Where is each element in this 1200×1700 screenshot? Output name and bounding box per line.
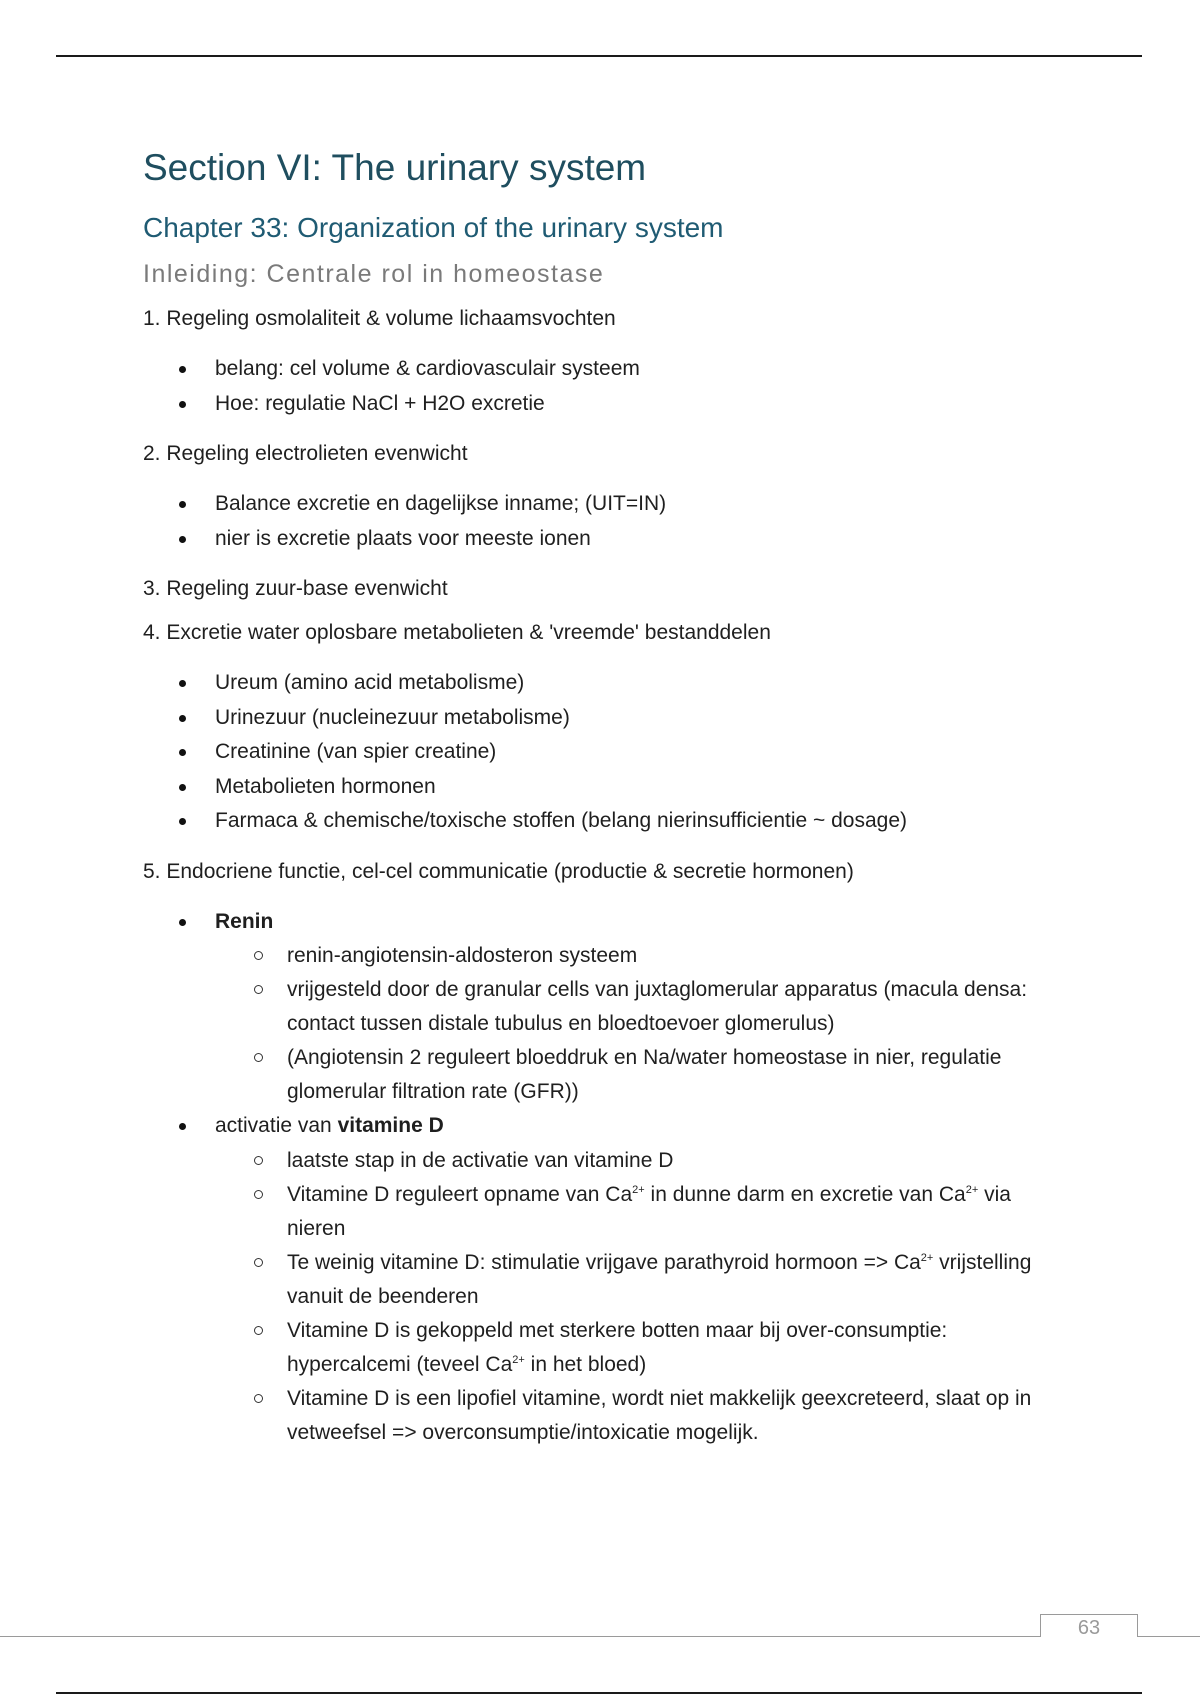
renin-label: Renin bbox=[215, 909, 274, 933]
renin-item bbox=[215, 905, 1063, 1110]
list-item: belang: cel volume & cardiovasculair systeem bbox=[215, 352, 1063, 387]
ion-charge: 2+ bbox=[965, 1183, 979, 1196]
renin-sublist bbox=[215, 939, 1063, 1109]
header-rule bbox=[56, 55, 1142, 57]
list-item: nier is excretie plaats voor meeste ionen bbox=[215, 522, 1063, 557]
vitamin-d-label-prefix: activatie van bbox=[215, 1114, 338, 1137]
chapter-title: Chapter 33: Organization of the urinary system bbox=[143, 212, 724, 243]
intro-heading: Inleiding: Centrale rol in homeostase bbox=[143, 260, 605, 288]
list-item: Ureum (amino acid metabolisme) bbox=[215, 666, 1063, 701]
page-content bbox=[143, 142, 1063, 1466]
footer-rule bbox=[0, 1636, 1200, 1637]
ion-charge: 2+ bbox=[512, 1353, 525, 1366]
vitamin-d-label: vitamine D bbox=[337, 1114, 444, 1137]
sub-list-item: laatste stap in de activatie van vitamine D bbox=[287, 1144, 1063, 1178]
item-1-bullets bbox=[143, 352, 1063, 421]
item-2-bullets bbox=[143, 487, 1063, 556]
list-item: Metabolieten hormonen bbox=[215, 770, 1063, 805]
page-number: 63 bbox=[1040, 1614, 1138, 1637]
item-heading-3: 3. Regeling zuur-base evenwicht bbox=[143, 577, 448, 600]
vitamin-d-sublist bbox=[215, 1144, 1063, 1450]
list-item: Creatinine (van spier creatine) bbox=[215, 735, 1063, 770]
item-4-bullets bbox=[143, 666, 1063, 839]
bottom-rule bbox=[56, 1692, 1142, 1694]
item-heading-2: 2. Regeling electrolieten evenwicht bbox=[143, 442, 468, 465]
list-item: Urinezuur (nucleinezuur metabolisme) bbox=[215, 701, 1063, 736]
item-5-bullets bbox=[143, 905, 1063, 1450]
item-heading-5: 5. Endocriene functie, cel-cel communicatie (productie & secretie hormonen) bbox=[143, 859, 854, 883]
sub-list-item: Vitamine D reguleert opname van $Ca^{2+}$ in dunne darm en excretie van $Ca^{2+}$ via nieren bbox=[287, 1178, 1063, 1246]
sub-list-item: vrijgesteld door de granular cells van juxtaglomerular apparatus (macula densa: contact tussen distale tubulus en bloedtoevoer glomerulus) bbox=[287, 973, 1063, 1041]
sub-list-item: Vitamine D is een lipofiel vitamine, wordt niet makkelijk geexcreteerd, slaat op in vetweefsel => overconsumptie/intoxicatie mogelijk. bbox=[287, 1382, 1063, 1450]
item-heading-1: 1. Regeling osmolaliteit & volume lichaamsvochten bbox=[143, 307, 616, 330]
list-item: Hoe: regulatie NaCl + H2O excretie bbox=[215, 387, 1063, 422]
sub-list-item: Te weinig vitamine D: stimulatie vrijgave parathyroid hormoon => $Ca^{2+}$ vrijstelling vanuit de beenderen bbox=[287, 1246, 1063, 1314]
list-item: Farmaca & chemische/toxische stoffen (belang nierinsufficientie ~ dosage) bbox=[215, 804, 1063, 839]
section-title: Section VI: The urinary system bbox=[143, 147, 647, 188]
vitamin-d-item bbox=[215, 1109, 1063, 1450]
sub-list-item: Vitamine D is gekoppeld met sterkere botten maar bij over-consumptie: hypercalcemi (teveel $Ca^{2+}$ in het bloed) bbox=[287, 1314, 1063, 1382]
sub-list-item: renin-angiotensin-aldosteron systeem bbox=[287, 939, 1063, 973]
ion-charge: 2+ bbox=[632, 1183, 645, 1196]
item-heading-4: 4. Excretie water oplosbare metabolieten & 'vreemde' bestanddelen bbox=[143, 621, 771, 644]
list-item: Balance excretie en dagelijkse inname; (UIT=IN) bbox=[215, 487, 1063, 522]
ion-charge: 2+ bbox=[920, 1251, 934, 1264]
sub-list-item: (Angiotensin 2 reguleert bloeddruk en Na/water homeostase in nier, regulatie glomerular filtration rate (GFR)) bbox=[287, 1041, 1063, 1109]
